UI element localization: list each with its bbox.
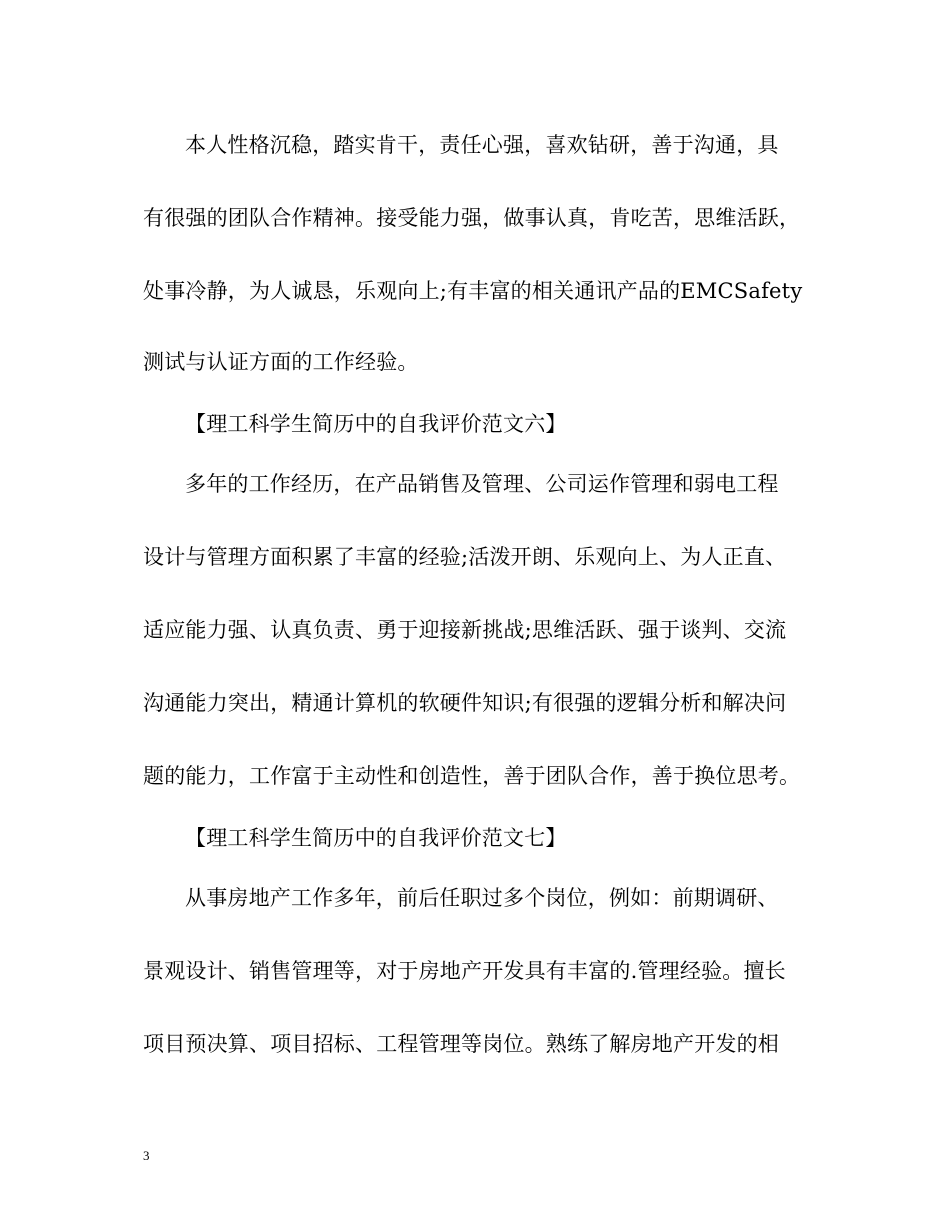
paragraph-line: 景观设计、销售管理等，对于房地产开发具有丰富的.管理经验。擅长: [143, 959, 786, 983]
section-heading: 【理工科学生简历中的自我评价范文六】: [185, 412, 567, 436]
paragraph-line: 处事冷静，为人诚恳，乐观向上;有丰富的相关通讯产品的EMCSafety: [143, 279, 803, 303]
paragraph-line: 从事房地产工作多年，前后任职过多个岗位，例如：前期调研、: [185, 886, 779, 910]
paragraph-line: 本人性格沉稳，踏实肯干，责任心强，喜欢钻研，善于沟通，具: [185, 133, 779, 157]
paragraph-line: 多年的工作经历，在产品销售及管理、公司运作管理和弱电工程: [185, 472, 779, 496]
paragraph-line: 设计与管理方面积累了丰富的经验;活泼开朗、乐观向上、为人正直、: [143, 545, 787, 569]
section-heading: 【理工科学生简历中的自我评价范文七】: [185, 826, 567, 850]
paragraph-line: 题的能力，工作富于主动性和创造性，善于团队合作，善于换位思考。: [143, 764, 801, 788]
paragraph-line: 有很强的团队合作精神。接受能力强，做事认真，肯吃苦，思维活跃，: [143, 206, 801, 230]
page-number: 3: [143, 1148, 150, 1163]
paragraph-line: 项目预决算、项目招标、工程管理等岗位。熟练了解房地产开发的相: [143, 1032, 779, 1056]
paragraph-line: 适应能力强、认真负责、勇于迎接新挑战;思维活跃、强于谈判、交流: [143, 618, 787, 642]
paragraph-line: 测试与认证方面的工作经验。: [143, 350, 419, 374]
paragraph-line: 沟通能力突出，精通计算机的软硬件知识;有很强的逻辑分析和解决问: [143, 691, 787, 715]
